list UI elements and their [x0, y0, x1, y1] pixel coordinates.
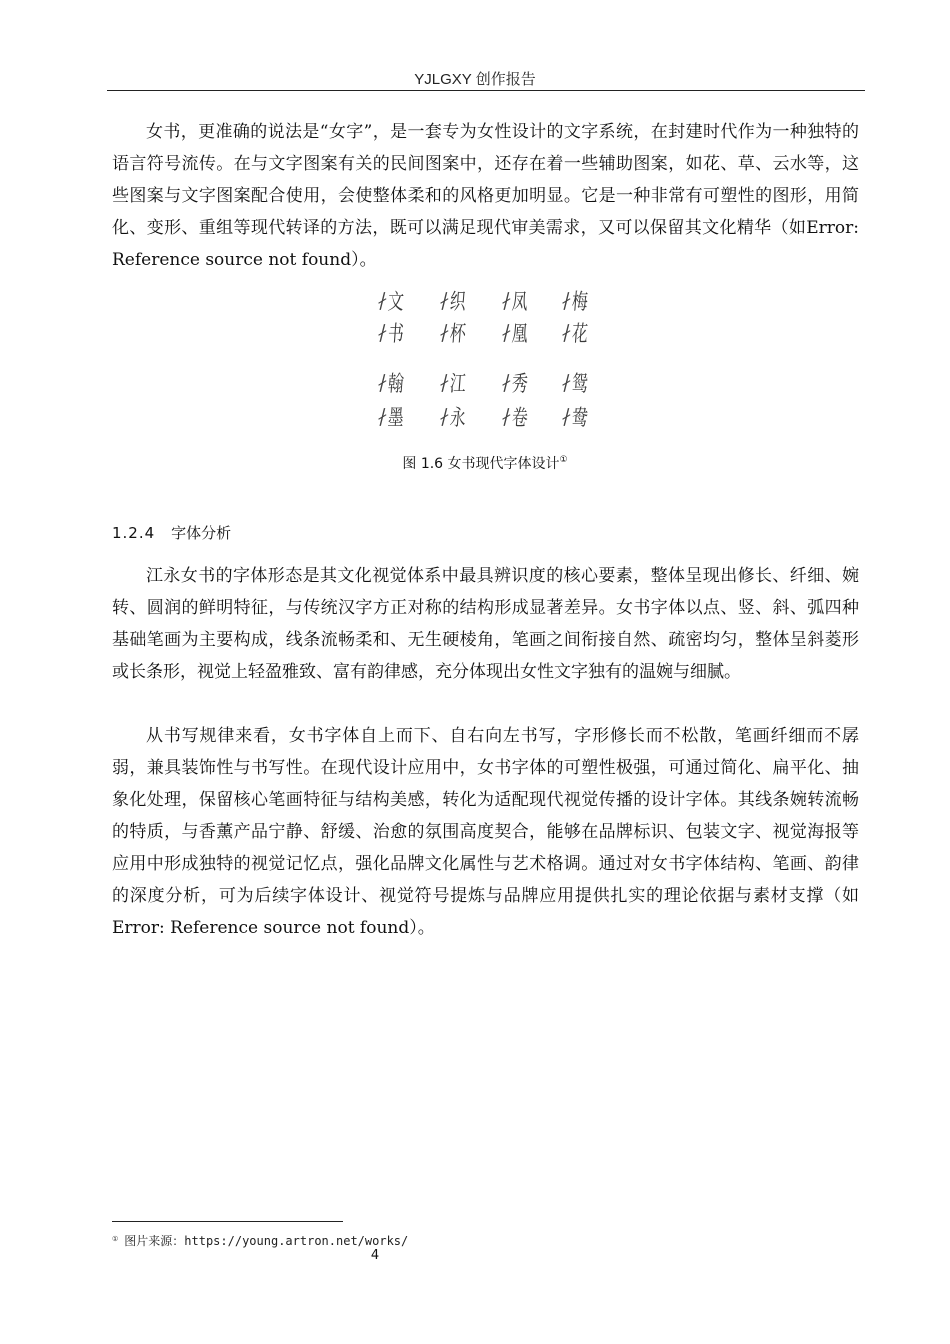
section-number: 1.2.4 — [112, 524, 156, 542]
section-title: 字体分析 — [171, 524, 232, 542]
body-paragraph: 从书写规律来看，女书字体自上而下、自右向左书写，字形修长而不松散，笔画纤细而不孱弱，兼具装饰性与书写性。在现代设计应用中，女书字体的可塑性极强，可通过简化、扁平化、抽象化处理，保留核心笔画特征与结构美感，转化为适配现代视觉传播的设计字体。其线条婉转流畅的特质，与香薰产品宁静、舒缓、治愈的氛围高度契合，能够在品牌标识、包装文字、视觉海报等应用中形成独特的视觉记忆点，强化品牌文化属性与艺术格调。通过对女书字体结构、笔画、韵律的深度分析，可为后续字体设计、视觉符号提炼与品牌应用提供扎实的理论依据与素材支撑（如Error: Reference source not found）。 — [112, 726, 859, 938]
figure-caption-text: 图 1.6 女书现代字体设计 — [402, 456, 560, 472]
footnote — [112, 1232, 408, 1249]
footnote-divider — [112, 1221, 343, 1222]
section-heading — [112, 522, 231, 543]
nushu-glyph: ∤ 花 — [559, 321, 588, 347]
nushu-glyph: ∤ 织 — [437, 289, 466, 315]
body-paragraph: 江永女书的字体形态是其文化视觉体系中最具辨识度的核心要素，整体呈现出修长、纤细、婉转、圆润的鲜明特征，与传统汉字方正对称的结构形成显著差异。女书字体以点、竖、斜、弧四种基础笔画为主要构成，线条流畅柔和、无生硬棱角，笔画之间衔接自然、疏密均匀，整体呈斜菱形或长条形，视觉上轻盈雅致、富有韵律感，充分体现出女性文字独有的温婉与细腻。 — [112, 566, 859, 682]
nushu-glyph: ∤ 鸯 — [559, 405, 588, 431]
nushu-font-figure — [372, 284, 602, 434]
nushu-glyph: ∤ 凤 — [499, 289, 528, 315]
nushu-glyph: ∤ 凰 — [499, 321, 528, 347]
nushu-glyph: ∤ 文 — [375, 289, 404, 315]
nushu-glyph: ∤ 翰 — [375, 371, 404, 397]
intro-paragraph: 女书，更准确的说法是“女字”，是一套专为女性设计的文字系统，在封建时代作为一种独特的语言符号流传。在与文字图案有关的民间图案中，还存在着一些辅助图案，如花、草、云水等，这些图案与文字图案配合使用，会使整体柔和的风格更加明显。它是一种非常有可塑性的图形，用简化、变形、重组等现代转译的方法，既可以满足现代审美需求，又可以保留其文化精华（如Error: Reference source not found）。 — [112, 122, 859, 270]
nushu-glyph: ∤ 江 — [437, 371, 466, 397]
nushu-glyph: ∤ 秀 — [499, 371, 528, 397]
nushu-glyph: ∤ 卷 — [499, 405, 528, 431]
page-number: 4 — [370, 1248, 380, 1263]
footnote-mark: ① — [112, 1235, 119, 1243]
nushu-glyph: ∤ 梅 — [559, 289, 588, 315]
footnote-text: 图片来源：https://young.artron.net/works/ — [124, 1234, 409, 1248]
page-header-title: YJLGXY 创作报告 — [414, 71, 536, 88]
nushu-glyph: ∤ 永 — [437, 405, 466, 431]
nushu-glyph: ∤ 书 — [375, 321, 404, 347]
nushu-glyph: ∤ 杯 — [437, 321, 466, 347]
header-divider — [107, 90, 865, 91]
nushu-glyph: ∤ 墨 — [375, 405, 404, 431]
nushu-glyph: ∤ 鸳 — [559, 371, 588, 397]
footnote-reference[interactable]: ① — [559, 455, 568, 465]
figure-caption — [0, 453, 950, 473]
